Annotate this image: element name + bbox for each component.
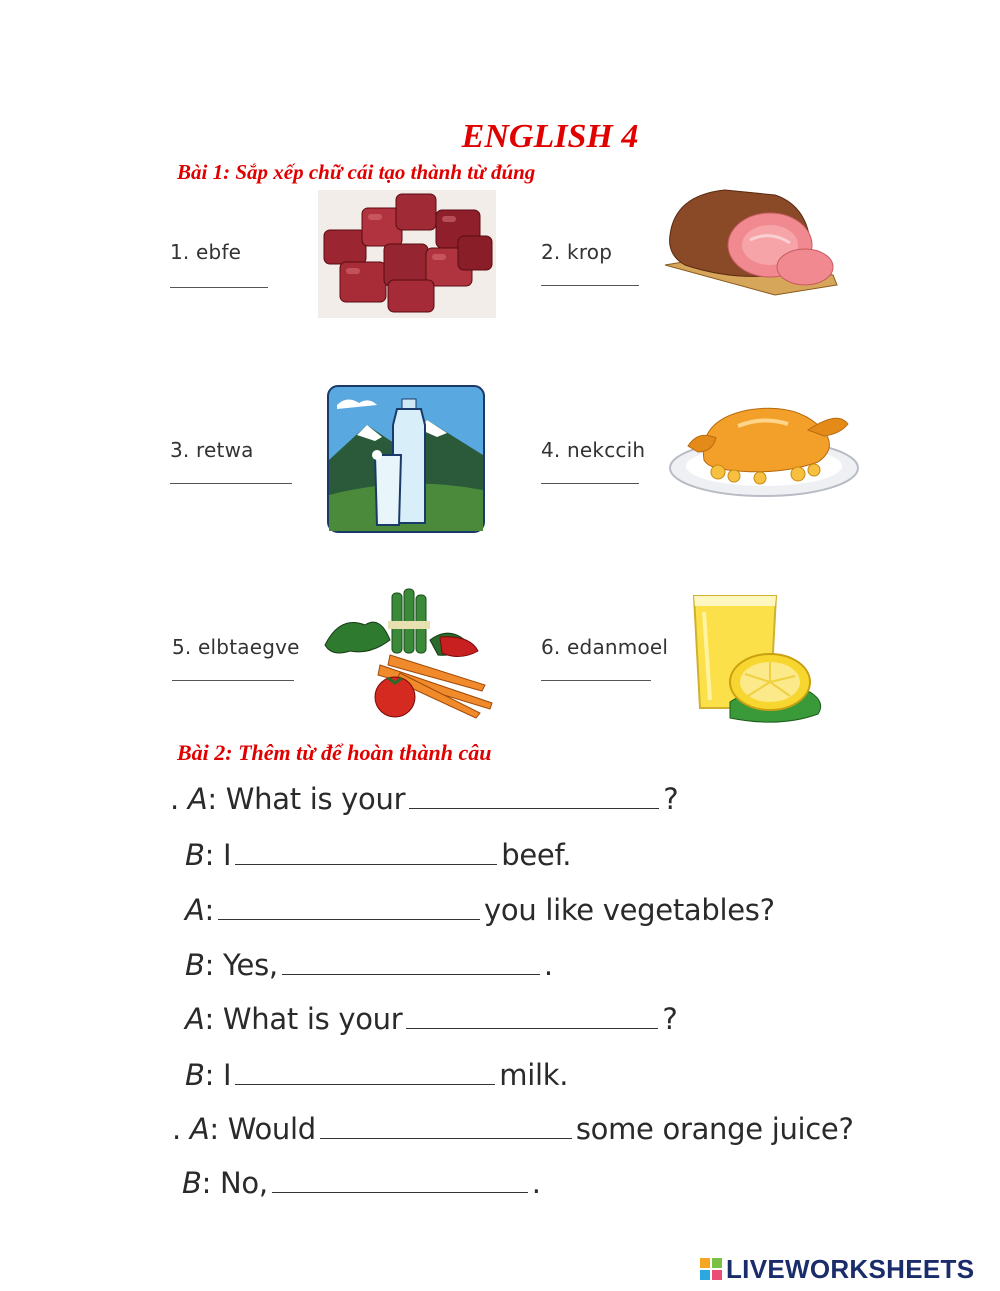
scrambled-word-1: 1. ebfe: [170, 240, 242, 264]
fill-blank-4[interactable]: [282, 973, 540, 975]
answer-blank-5[interactable]: [172, 680, 294, 681]
page-title: ENGLISH 4: [461, 118, 639, 155]
dialogue-line-7: . A: Would some orange juice?: [172, 1112, 854, 1146]
dialogue-line-6: B: I milk.: [185, 1058, 569, 1092]
beef-cubes-image: [318, 190, 496, 318]
liveworksheets-logo-icon: [700, 1258, 722, 1280]
fill-blank-3[interactable]: [218, 918, 480, 920]
scrambled-word-3: 3. retwa: [170, 438, 254, 462]
roast-chicken-image: [668, 400, 861, 500]
answer-blank-1[interactable]: [170, 287, 268, 288]
dialogue-line-5: A: What is your ?: [185, 1002, 678, 1036]
fill-blank-6[interactable]: [235, 1083, 495, 1085]
scrambled-word-4: 4. nekccih: [541, 438, 646, 462]
dialogue-line-2: B: I beef.: [185, 838, 572, 872]
answer-blank-4[interactable]: [541, 483, 639, 484]
fill-blank-2[interactable]: [235, 863, 497, 865]
exercise-1-heading: Bài 1: Sắp xếp chữ cái tạo thành từ đúng: [177, 160, 536, 184]
dialogue-line-8: B: No, .: [182, 1166, 541, 1200]
fill-blank-1[interactable]: [409, 807, 659, 809]
fill-blank-8[interactable]: [272, 1191, 528, 1193]
fill-blank-5[interactable]: [406, 1027, 658, 1029]
ham-image: [655, 185, 840, 303]
vegetables-image: [320, 585, 498, 720]
lemonade-image: [690, 592, 830, 732]
liveworksheets-brand[interactable]: LIVEWORKSHEETS: [726, 1254, 975, 1284]
scrambled-word-6: 6. edanmoel: [541, 635, 669, 659]
dialogue-line-1: . A: What is your ?: [170, 782, 679, 816]
fill-blank-7[interactable]: [320, 1137, 572, 1139]
answer-blank-6[interactable]: [541, 680, 651, 681]
scrambled-word-5: 5. elbtaegve: [172, 635, 300, 659]
dialogue-line-4: B: Yes, .: [185, 948, 553, 982]
answer-blank-2[interactable]: [541, 285, 639, 286]
dialogue-line-3: A: you like vegetables?: [185, 893, 775, 927]
water-bottle-image: [327, 385, 485, 533]
scrambled-word-2: 2. krop: [541, 240, 613, 264]
exercise-2-heading: Bài 2: Thêm từ để hoàn thành câu: [177, 740, 492, 765]
answer-blank-3[interactable]: [170, 483, 292, 484]
